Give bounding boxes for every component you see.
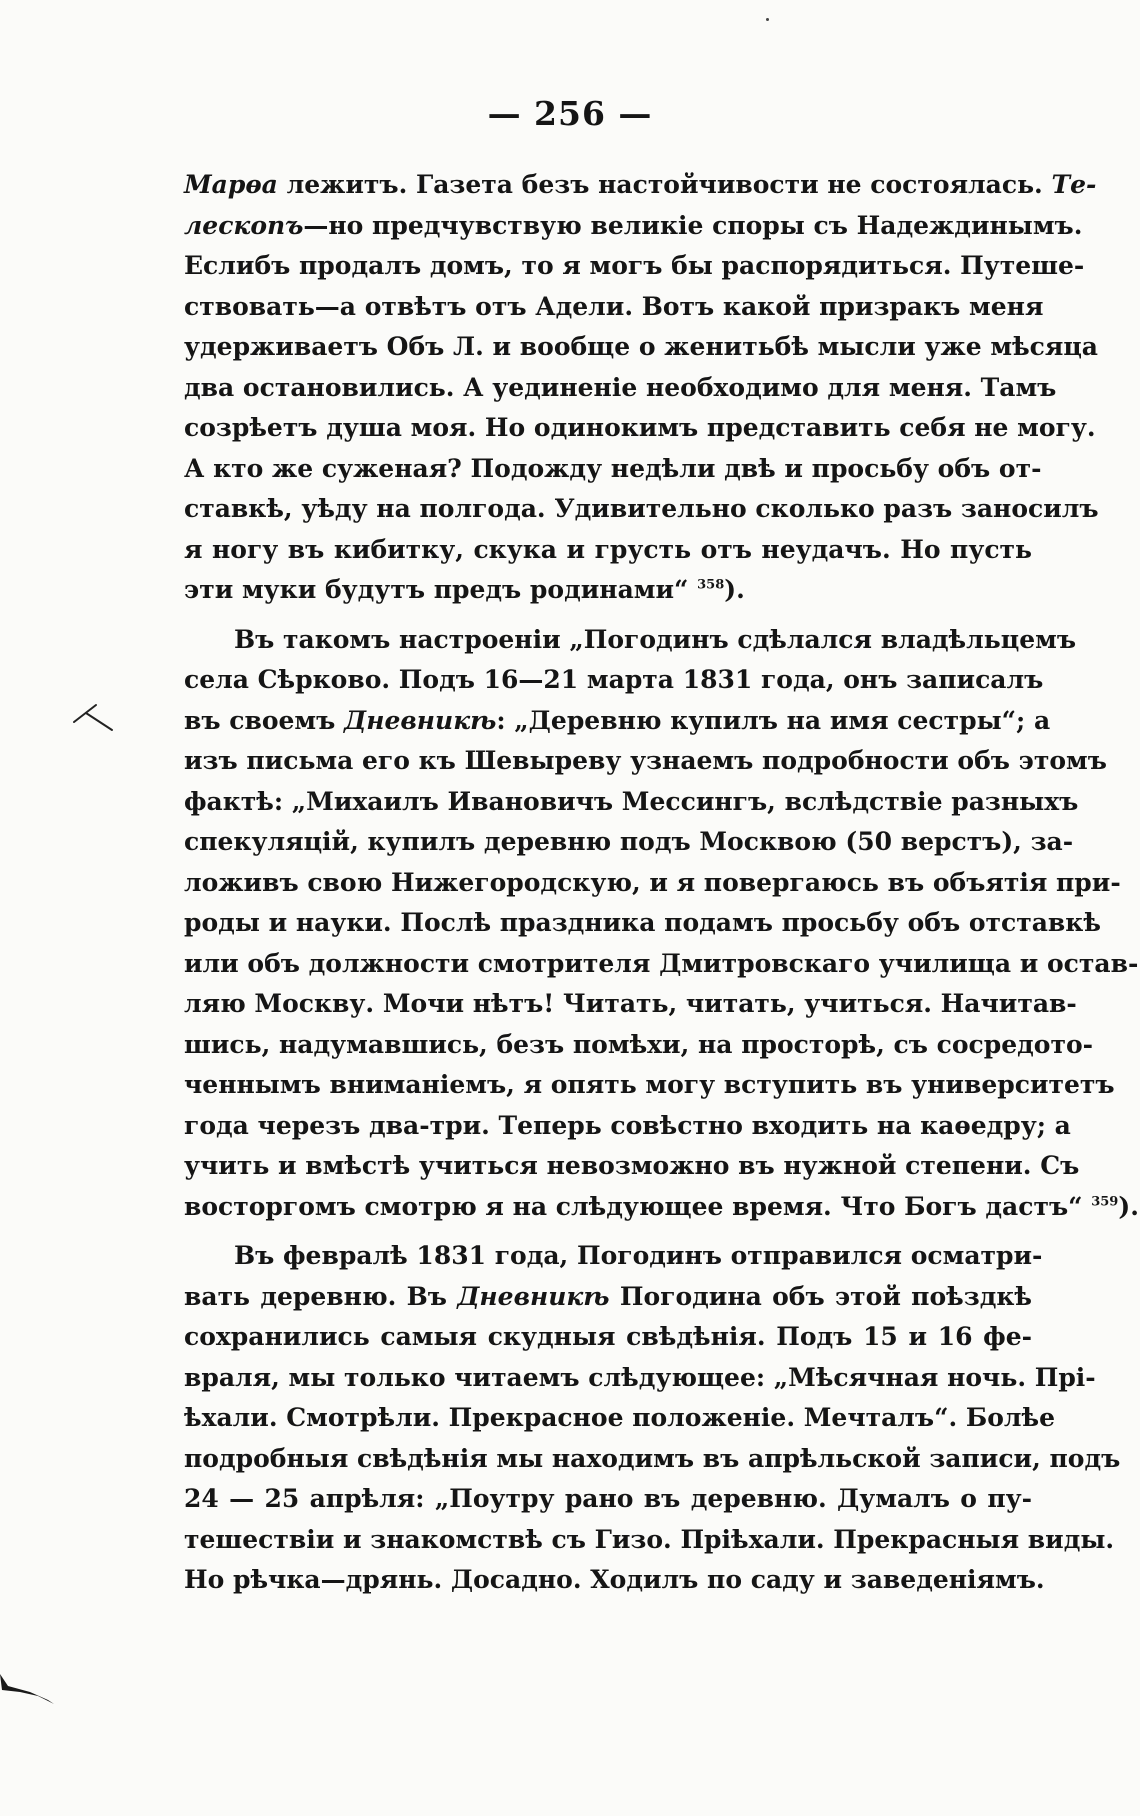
text-segment: ѣхали. Смотрѣли. Прекрасное положенiе. Мечталъ“. Болѣе (184, 1403, 1056, 1432)
text-line (184, 1358, 1096, 1399)
text-segment: года черезъ два-три. Теперь совѣстно входить на каѳедру; а (184, 1110, 1071, 1140)
text-segment: восторгомъ смотрю я на слѣдующее время. Что Богъ дастъ“ (184, 1191, 1092, 1221)
text-segment: А кто же суженая? Подожду недѣли двѣ и просьбу объ от- (184, 453, 1042, 483)
page-number: — 256 — (487, 94, 653, 133)
paragraph (184, 620, 1139, 1228)
text-segment: роды и науки. Послѣ праздника подамъ просьбу объ отставкѣ (184, 908, 1101, 937)
text-line (184, 449, 1042, 490)
text-segment: или объ должности смотрителя Дмитровскаго училища и остав- (184, 948, 1139, 978)
text-segment: Въ февралѣ 1831 года, Погодинъ отправился осматри- (234, 1241, 1043, 1270)
text-line (184, 1025, 1093, 1066)
paragraph-spacer (184, 1227, 1032, 1236)
text-line (184, 1106, 1071, 1147)
text-segment: —но предчувствую великiе споры съ Надеждинымъ. (303, 210, 1083, 240)
text-segment: учить и вмѣстѣ учиться невозможно въ нужной степени. Съ (184, 1151, 1080, 1180)
text-line (184, 1398, 1056, 1439)
text-segment: спекуляцiй, купилъ деревню подъ Москвою (50 верстъ), за- (184, 827, 1074, 856)
text-segment: ченнымъ вниманiемъ, я опять могу вступить въ университетъ (184, 1070, 1115, 1099)
text-segment: лежитъ. Газета безъ настойчивости не состоялась. (277, 170, 1052, 199)
italic-segment: Марѳа (184, 170, 278, 199)
text-segment: села Сѣрково. Подъ 16—21 марта 1831 года, онъ записалъ (184, 665, 1044, 694)
text-segment: ляю Москву. Мочи нѣтъ! Читать, читать, учиться. Начитав- (184, 989, 1077, 1018)
italic-segment: Дневникѣ (344, 705, 497, 735)
text-line (184, 660, 1044, 701)
text-line (184, 1520, 1115, 1561)
text-line (184, 368, 1057, 409)
text-line (184, 1479, 1032, 1520)
text-segment: я ногу въ кибитку, скука и грусть отъ неудачъ. Но пусть (184, 534, 1032, 564)
text-segment: сохранились самыя скудныя свѣдѣнiя. Подъ 15 и 16 фе- (184, 1322, 1032, 1351)
text-segment: созрѣетъ душа моя. Но одинокимъ представить себя не могу. (184, 413, 1096, 442)
text-line (184, 408, 1096, 449)
text-line (184, 1560, 1045, 1601)
text-segment: тешествiи и знакомствѣ съ Гизо. Прiѣхали. Прекрасныя виды. (184, 1524, 1115, 1554)
text-segment: Погодина объ этой поѣздкѣ (609, 1281, 1032, 1311)
text-line (184, 903, 1101, 944)
ink-smudge-mark (0, 1672, 70, 1712)
text-segment: эти муки будутъ предъ родинами“ (184, 575, 698, 604)
body-text (184, 165, 1139, 1601)
text-segment: ). (1118, 1191, 1139, 1221)
text-segment: Еслибъ продалъ домъ, то я могъ бы распорядиться. Путеше- (184, 251, 1085, 280)
text-segment: фактѣ: „Михаилъ Ивановичъ Мессингъ, вслѣдствiе разныхъ (184, 786, 1079, 816)
text-line (184, 1187, 1139, 1228)
footnote-ref: 358 (697, 577, 725, 593)
paragraph (184, 1236, 1121, 1601)
text-line (184, 570, 1032, 611)
footnote-ref: 359 (1091, 1194, 1119, 1210)
text-line (184, 1146, 1080, 1187)
text-line (184, 1236, 1043, 1277)
text-line (184, 246, 1085, 287)
text-line (184, 165, 1097, 206)
text-segment: удерживаетъ Объ Л. и вообще о женитьбѣ мысли уже мѣсяца (184, 332, 1099, 361)
text-line (184, 741, 1107, 782)
text-line (184, 944, 1139, 985)
text-line (184, 1065, 1115, 1106)
text-segment: ставкѣ, уѣду на полгода. Удивительно сколько разъ заносилъ (184, 494, 1099, 523)
text-segment: ствовать—а отвѣтъ отъ Адели. Вотъ какой призракъ меня (184, 291, 1044, 321)
text-line (184, 206, 1083, 247)
text-segment: : „Деревню купилъ на имя сестры“; а (496, 705, 1051, 735)
text-segment: Но рѣчка—дрянь. Досадно. Ходилъ по саду и заведенiямъ. (184, 1565, 1045, 1594)
italic-segment: лескопъ (184, 210, 304, 240)
text-segment: ложивъ свою Нижегородскую, и я повергаюсь въ объятiя при- (184, 867, 1121, 897)
text-line (184, 620, 1076, 661)
text-segment: Въ такомъ настроенiи „Погодинъ сдѣлался владѣльцемъ (234, 624, 1076, 654)
text-line (184, 984, 1077, 1025)
text-line (184, 530, 1032, 571)
text-line (184, 327, 1099, 368)
text-line (184, 489, 1099, 530)
italic-segment: Те- (1051, 170, 1097, 199)
text-segment: въ своемъ (184, 705, 345, 735)
text-segment: два остановились. А уединенiе необходимо для меня. Тамъ (184, 372, 1057, 402)
text-segment: вать деревню. Въ (184, 1281, 458, 1311)
text-segment: изъ письма его къ Шевыреву узнаемъ подробности объ этомъ (184, 746, 1107, 775)
speck-mark (766, 18, 769, 21)
text-segment: 24 — 25 апрѣля: „Поутру рано въ деревню. Думалъ о пу- (184, 1484, 1032, 1513)
text-line (184, 822, 1074, 863)
text-line (184, 1317, 1032, 1358)
paragraph-spacer (184, 611, 1032, 620)
text-segment: враля, мы только читаемъ слѣдующее: „Мѣсячная ночь. Прi- (184, 1362, 1096, 1392)
text-line (184, 701, 1051, 742)
text-segment: ). (724, 575, 745, 604)
text-segment: шись, надумавшись, безъ помѣхи, на просторѣ, съ сосредото- (184, 1029, 1093, 1059)
paragraph (184, 165, 1099, 611)
text-line (184, 1439, 1121, 1480)
text-line (184, 1277, 1032, 1318)
pencil-margin-mark (66, 700, 116, 740)
text-line (184, 782, 1079, 823)
text-line (184, 863, 1121, 904)
italic-segment: Дневникѣ (457, 1281, 610, 1311)
text-line (184, 287, 1044, 328)
text-segment: подробныя свѣдѣнiя мы находимъ въ апрѣльской записи, подъ (184, 1443, 1121, 1473)
